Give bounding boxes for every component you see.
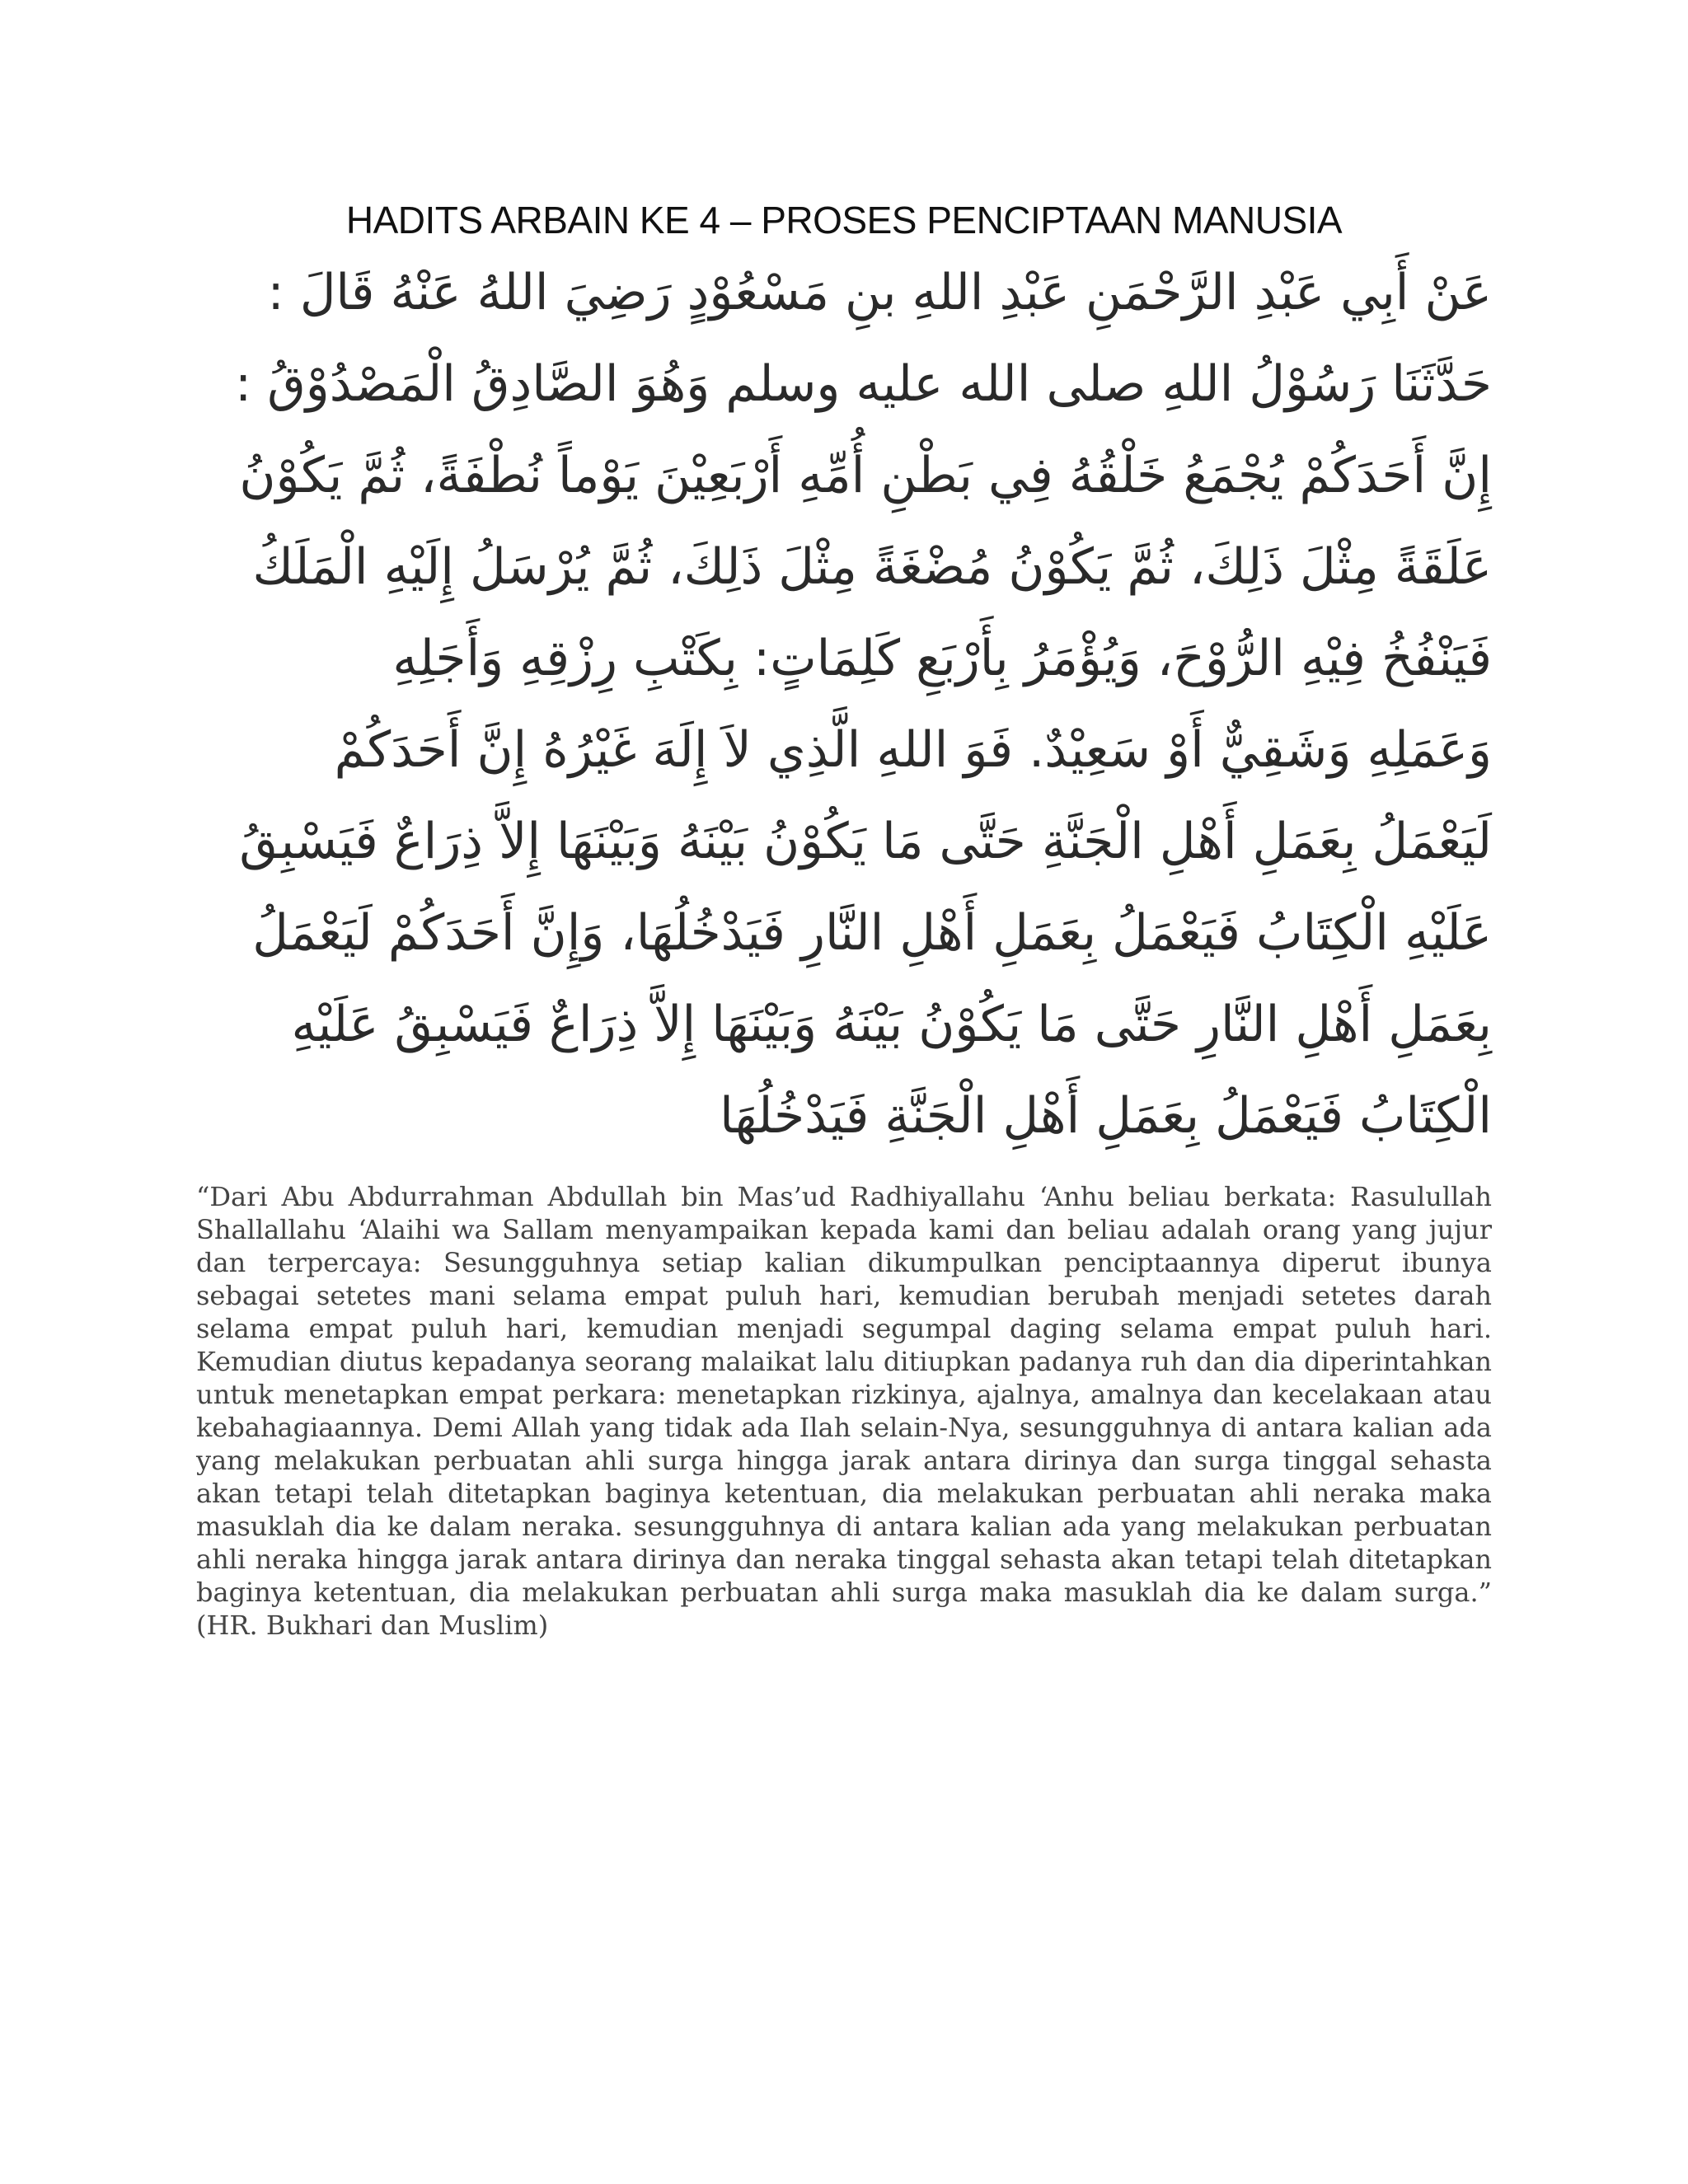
arabic-line: حَدَّثَنَا رَسُوْلُ اللهِ صلى الله عليه وسلم وَهُوَ الصَّادِقُ الْمَصْدُوْقُ : bbox=[234, 355, 1492, 413]
arabic-line: بِعَمَلِ أَهْلِ النَّارِ حَتَّى مَا يَكُوْنُ بَيْنَهُ وَبَيْنَهَا إِلاَّ ذِرَاعٌ فَيَسْبِقُ عَلَيْهِ bbox=[291, 996, 1492, 1053]
arabic-line: عَلَقَةً مِثْلَ ذَلِكَ، ثُمَّ يَكُوْنُ مُضْغَةً مِثْلَ ذَلِكَ، ثُمَّ يُرْسَلُ إِلَيْهِ الْمَلَكُ bbox=[252, 538, 1492, 596]
arabic-line: لَيَعْمَلُ بِعَمَلِ أَهْلِ الْجَنَّةِ حَتَّى مَا يَكُوْنُ بَيْنَهُ وَبَيْنَهَا إِلاَّ ذِرَاعٌ فَيَسْبِقُ bbox=[239, 813, 1492, 870]
indonesian-translation: “Dari Abu Abdurrahman Abdullah bin Mas’ud Radhiyallahu ‘Anhu beliau berkata: Rasulullah Shallallahu ‘Alaihi wa Sallam menyampaikan kepada kami dan beliau adalah orang yang jujur dan terpercaya: Sesungguhnya setiap kalian dikumpulkan penciptaannya diperut ibunya sebagai setetes mani selama empat puluh hari, kemudian berubah menjadi setetes darah selama empat puluh hari, kemudian menjadi segumpal daging selama empat puluh hari. Kemudian diutus kepadanya seorang malaikat lalu ditiupkan padanya ruh dan dia diperintahkan untuk menetapkan empat perkara: menetapkan rizkinya, ajalnya, amalnya dan kecelakaan atau kebahagiaannya. Demi Allah yang tidak ada Ilah selain-Nya, sesungguhnya di antara kalian ada yang melakukan perbuatan ahli surga hingga jarak antara dirinya dan surga tinggal sehasta akan tetapi telah ditetapkan baginya ketentuan, dia melakukan perbuatan ahli neraka maka masuklah dia ke dalam neraka. sesungguhnya di antara kalian ada yang melakukan perbuatan ahli neraka hingga jarak antara dirinya dan neraka tinggal sehasta akan tetapi telah ditetapkan baginya ketentuan, dia melakukan perbuatan ahli surga maka masuklah dia ke dalam surga.” (HR. Bukhari dan Muslim) bbox=[196, 1181, 1492, 1641]
arabic-hadith-text bbox=[196, 247, 1492, 1162]
arabic-line: عَلَيْهِ الْكِتَابُ فَيَعْمَلُ بِعَمَلِ أَهْلِ النَّارِ فَيَدْخُلُهَا، وَإِنَّ أَحَدَكُمْ لَيَعْمَلُ bbox=[252, 904, 1492, 962]
document-title: HADITS ARBAIN KE 4 – PROSES PENCIPTAAN MANUSIA bbox=[345, 199, 1343, 241]
arabic-line: فَيَنْفُخُ فِيْهِ الرُّوْحَ، وَيُؤْمَرُ بِأَرْبَعِ كَلِمَاتٍ: بِكَتْبِ رِزْقِهِ وَأَجَلِهِ bbox=[392, 630, 1492, 687]
arabic-line: إِنَّ أَحَدَكُمْ يُجْمَعُ خَلْقُهُ فِي بَطْنِ أُمِّهِ أَرْبَعِيْنَ يَوْماً نُطْفَةً، ثُمَّ يَكُوْنُ bbox=[239, 447, 1492, 504]
arabic-line: وَعَمَلِهِ وَشَقِيٌّ أَوْ سَعِيْدٌ. فَوَ اللهِ الَّذِي لاَ إِلَهَ غَيْرُهُ إِنَّ أَحَدَكُمْ bbox=[334, 721, 1492, 779]
arabic-line: الْكِتَابُ فَيَعْمَلُ بِعَمَلِ أَهْلِ الْجَنَّةِ فَيَدْخُلُهَا bbox=[720, 1087, 1492, 1145]
arabic-line: عَنْ أَبِي عَبْدِ الرَّحْمَنِ عَبْدِ اللهِ بنِ مَسْعُوْدٍ رَضِيَ اللهُ عَنْهُ قَالَ : bbox=[267, 264, 1492, 321]
document-page bbox=[196, 198, 1492, 1642]
